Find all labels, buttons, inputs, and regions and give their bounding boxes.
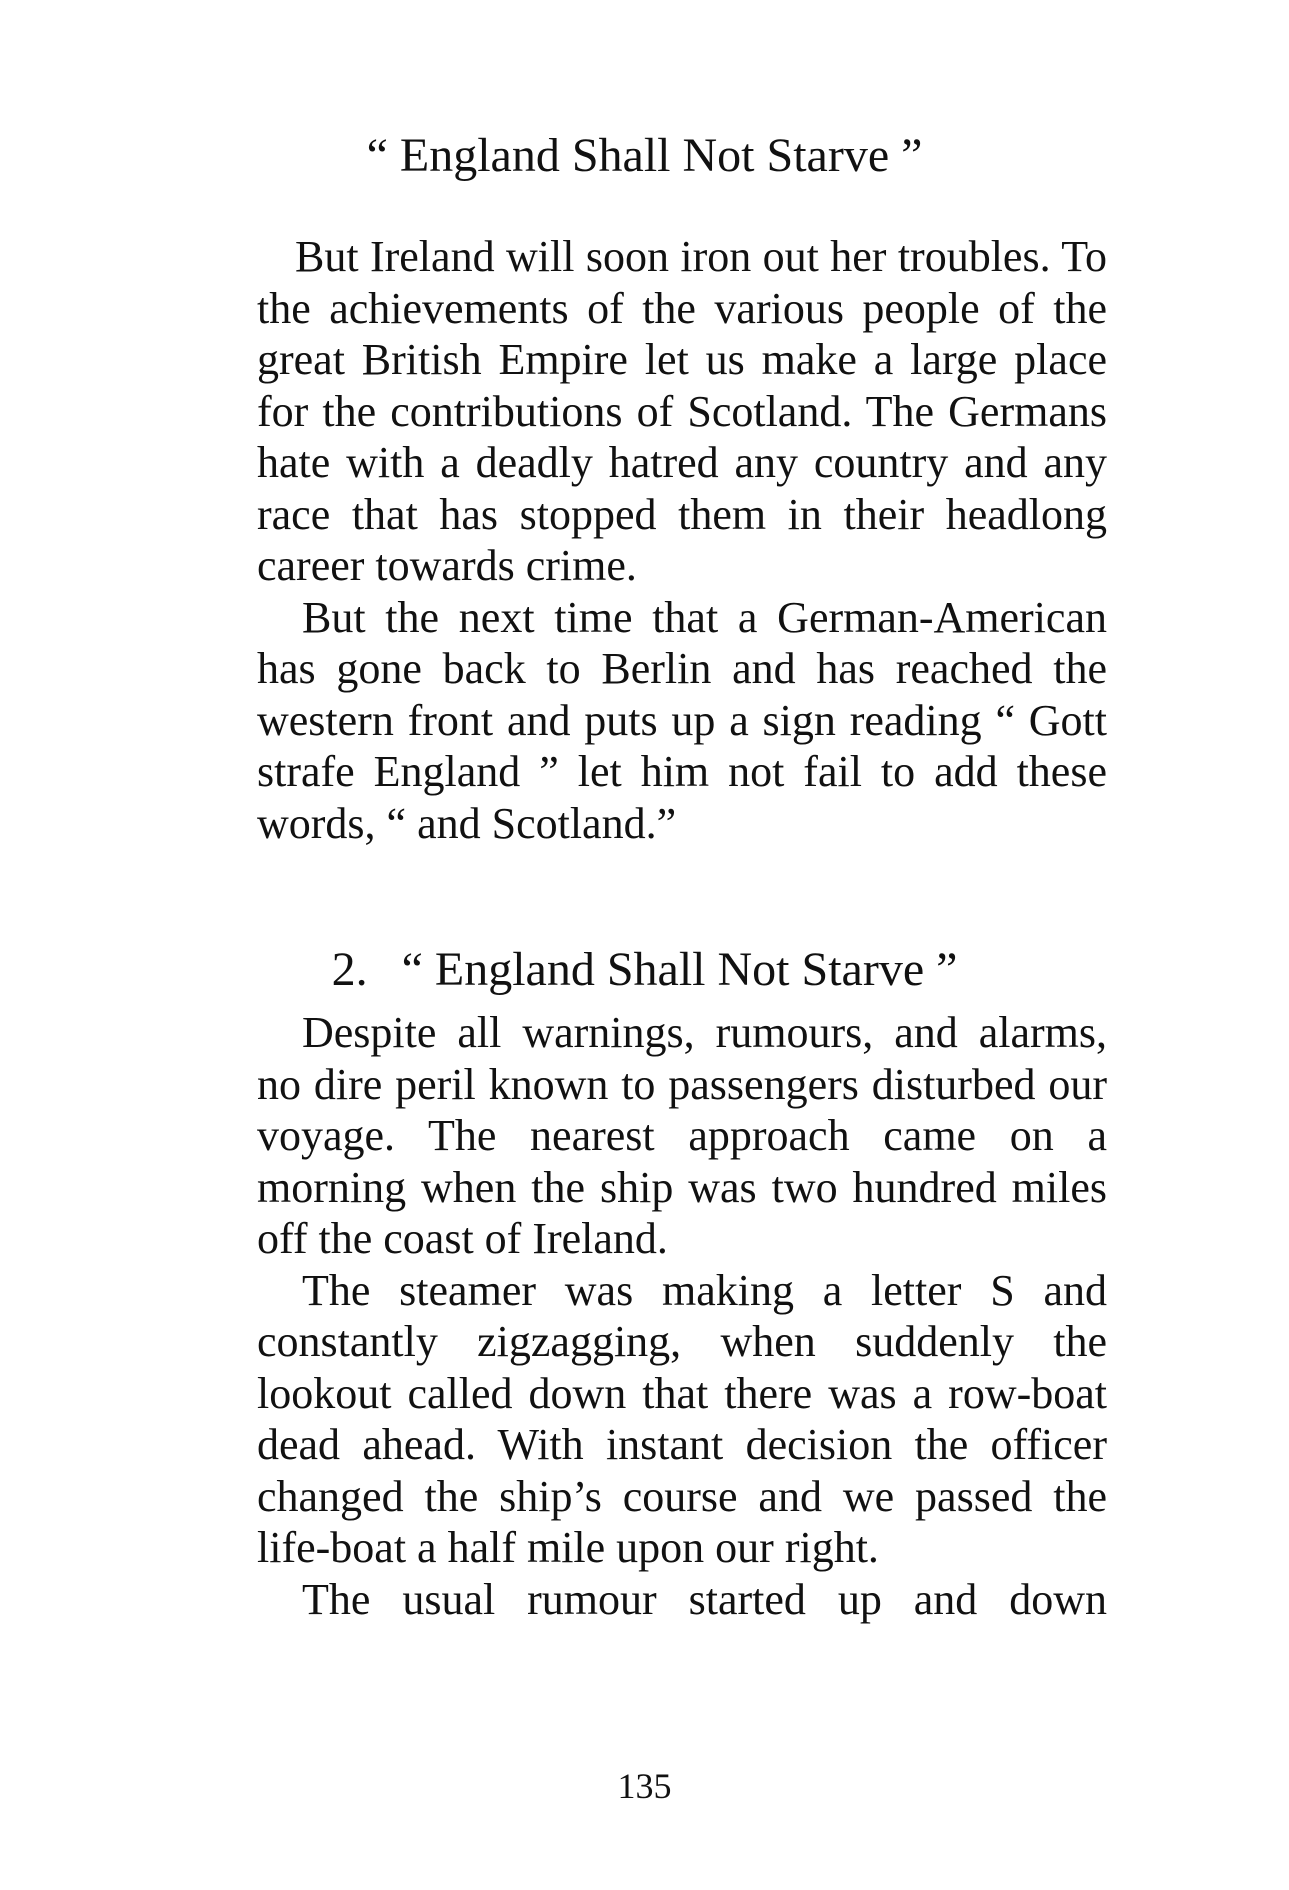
section-two-body — [257, 1007, 1107, 1625]
paragraph: But the next time that a German-American has gone back to Berlin and has reached the western front and puts up a sign reading “ Gott strafe England ” let him not fail to add these words, “ and Scotland.” — [257, 592, 1107, 848]
section-one-body — [257, 231, 1107, 849]
section-title: “ England Shall Not Starve ” — [401, 943, 958, 996]
section-heading — [0, 941, 1289, 999]
paragraph: But Ireland will soon iron out her troubles. To the achievements of the various people of the great British Empire let us make a large place for the contributions of Scotland. The Germans hate with a deadly hatred any country and any race that has stopped them in their headlong career towards crime. — [257, 232, 1107, 590]
paragraph: The usual rumour started up and down — [302, 1574, 1107, 1624]
page-number: 135 — [617, 1766, 672, 1806]
paragraph: Despite all warnings, rumours, and alarms, no dire peril known to passengers disturbed our voyage. The nearest approach came on a morning when the ship was two hundred miles off the coast of Ireland. — [257, 1008, 1107, 1263]
paragraph: The steamer was making a letter S and constantly zigzagging, when suddenly the lookout called down that there was a row-boat dead ahead. With instant decision the officer changed the ship’s course and we passed the life-boat a half mile upon our right. — [257, 1265, 1107, 1572]
section-number: 2. — [331, 943, 368, 996]
running-head: “ England Shall Not Starve ” — [366, 129, 923, 182]
